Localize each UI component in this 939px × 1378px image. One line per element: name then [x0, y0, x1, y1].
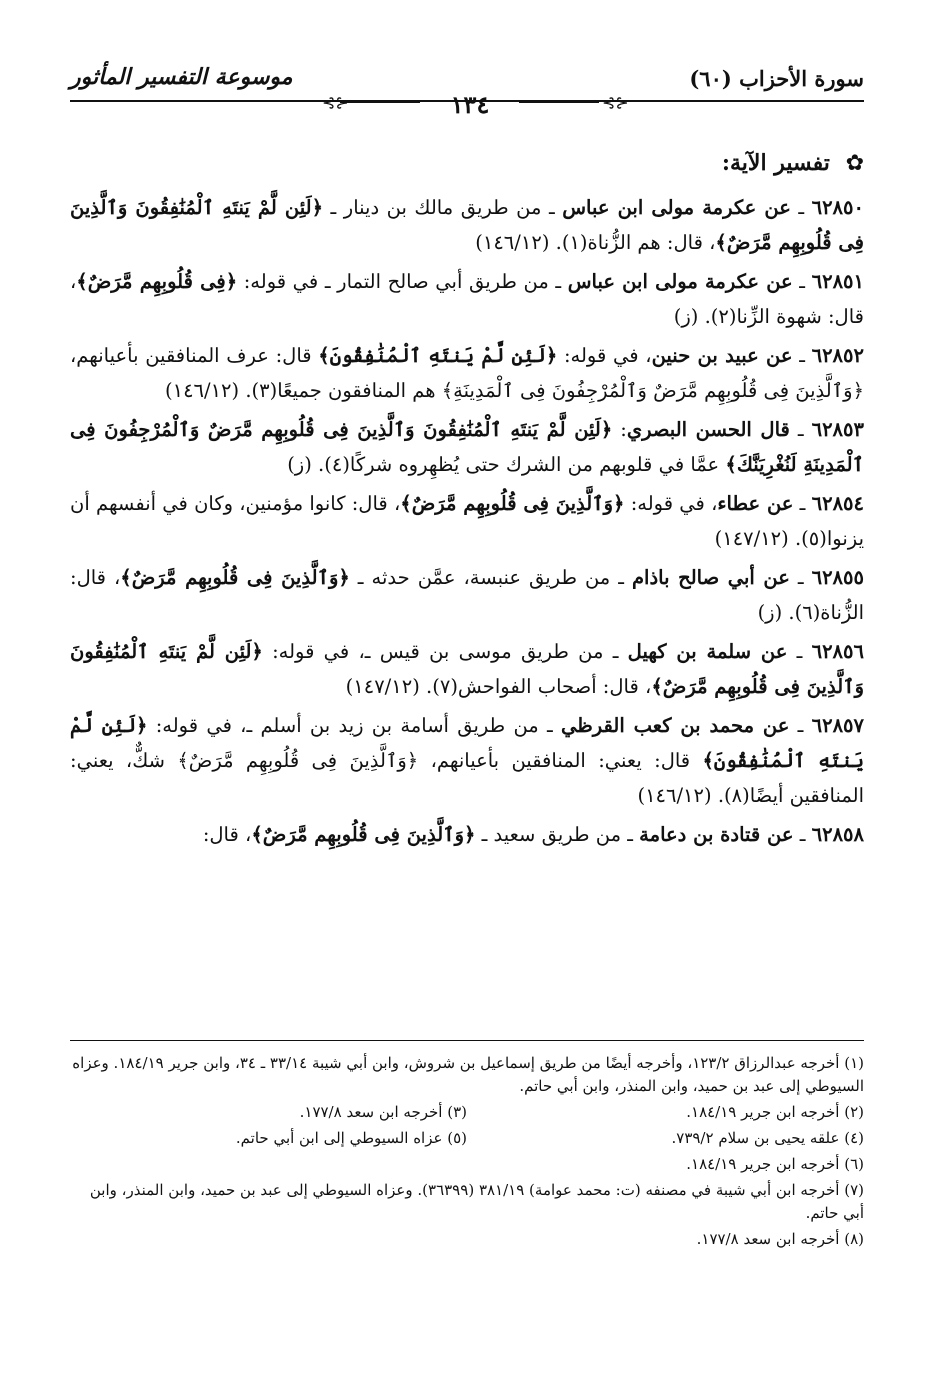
entry-sep: ـ: [793, 823, 812, 846]
entry-number: ٦٢٨٥٣: [811, 418, 864, 441]
footnote-3: (٣) أخرجه ابن سعد ١٧٧/٨.: [299, 1103, 467, 1121]
entry-text: ـ من طريق سعيد ـ: [475, 823, 640, 846]
quran-quote: ﴿وَٱلَّذِينَ فِى قُلُوبِهِم مَّرَضٌ﴾: [251, 823, 476, 846]
narrator-name: عن عطاء: [717, 492, 794, 515]
page-number: ١٣٤: [450, 90, 490, 119]
entry-number: ٦٢٨٥٨: [811, 823, 864, 846]
footnote-4: (٤) علقه يحيى بن سلام ٧٣٩/٢.: [671, 1129, 864, 1147]
entry-sep: ـ: [793, 492, 812, 515]
entry-sep: ـ: [792, 344, 812, 367]
entry-text: ـ من طريق عنبسة، عمَّن حدثه ـ: [349, 566, 632, 589]
entry-rest: ، قال: أصحاب الفواحش(٧). (١٤٧/١٢): [345, 675, 652, 698]
entry-62850: [70, 190, 864, 260]
footnote-2: (٢) أخرجه ابن جرير ١٨٤/١٩.: [686, 1103, 864, 1121]
entry-number: ٦٢٨٥٠: [811, 196, 864, 219]
entry-text: ـ من طريق مالك بن دينار ـ: [323, 196, 563, 219]
entry-sep: ـ: [792, 270, 812, 293]
entry-rest: عمَّا في قلوبهم من الشرك حتى يُظهِروه شركًا(٤). (ز): [287, 453, 726, 476]
book-title-header: موسوعة التفسير المأثور: [70, 64, 293, 90]
entry-rest: ، قال:: [202, 823, 252, 846]
entry-62852: [70, 338, 864, 408]
quran-quote: ﴿لَئِن لَّمْ يَنتَهِ ٱلْمُنَٰفِقُونَ وَٱلَّذِينَ فِى قُلُوبِهِم مَّرَضٌ﴾: [70, 640, 864, 698]
entry-62853: [70, 412, 864, 482]
entry-rest: ، قال: شهوة الزِّنا(٢). (ز): [70, 270, 864, 328]
quran-quote: ﴿لَئِن لَّمْ يَنتَهِ ٱلْمُنَٰفِقُونَ﴾: [318, 344, 558, 367]
footnote-7: (٧) أخرجه ابن أبي شيبة في مصنفه (ت: محمد عوامة) ٣٨١/١٩ (٣٦٣٩٩). وعزاه السيوطي إلى عبد بن حميد، وابن المنذر، وابن أبي حاتم.: [89, 1181, 864, 1222]
footnote-row: [70, 1127, 864, 1150]
narrator-name: عن محمد بن كعب القرظي: [561, 714, 790, 737]
entry-rest: ، قال: كانوا مؤمنين، وكان في أنفسهم أن يزنوا(٥). (١٤٧/١٢): [70, 492, 864, 550]
quran-quote: ﴿لَئِن لَّمْ يَنتَهِ ٱلْمُنَٰفِقُونَ وَٱلَّذِينَ فِى قُلُوبِهِم مَّرَضٌ وَٱلْمُرْجِفُونَ فِى ٱلْمَدِينَةِ لَنُغْرِيَنَّكَ﴾: [70, 418, 864, 476]
section-heading: [722, 150, 864, 176]
narrator-name: عن سلمة بن كهيل: [627, 640, 788, 663]
footnotes: [70, 1052, 864, 1254]
entry-text: :: [612, 418, 627, 441]
page-number-rule-left: [340, 102, 420, 103]
surah-header: سورة الأحزاب (٦٠): [689, 66, 864, 91]
entry-62854: [70, 486, 864, 556]
footnote-row: [70, 1101, 864, 1124]
quran-quote: ﴿وَٱلَّذِينَ فِى قُلُوبِهِم مَّرَضٌ﴾: [400, 492, 625, 515]
entry-sep: ـ: [790, 196, 812, 219]
narrator-name: عن عبيد بن حنين: [651, 344, 793, 367]
entry-text: ـ من طريق أبي صالح التمار ـ في قوله:: [237, 270, 568, 293]
narrator-name: قال الحسن البصري: [626, 418, 790, 441]
page-number-bar: [0, 90, 939, 119]
page-number-ornament-left: ⊰⊱: [322, 93, 349, 112]
quran-quote: ﴿لَئِن لَّمْ يَنتَهِ ٱلْمُنَٰفِقُونَ وَٱلَّذِينَ فِى قُلُوبِهِم مَّرَضٌ﴾: [70, 196, 864, 254]
entry-rest: ، قال: هم الزُّناة(١). (١٤٦/١٢): [475, 231, 716, 254]
narrator-name: عن عكرمة مولى ابن عباس: [567, 270, 793, 293]
quran-quote: ﴿فِى قُلُوبِهِم مَّرَضٌ﴾: [76, 270, 238, 293]
page-number-rule-right: [519, 102, 599, 103]
entry-number: ٦٢٨٥٤: [811, 492, 864, 515]
entry-rest: قال: عرف المنافقين بأعيانهم، ﴿وَٱلَّذِينَ فِى قُلُوبِهِم مَّرَضٌ وَٱلْمُرْجِفُونَ فِى ٱلْمَدِينَةِ﴾ هم المنافقون جميعًا(٣). (١٤٦/١٢): [70, 344, 864, 402]
footnote-1: (١) أخرجه عبدالرزاق ١٢٣/٢، وأخرجه أيضًا من طريق إسماعيل بن شروش، وابن أبي شيبة ٣٣/١٤ ـ ٣٤، وابن جرير ١٨٤/١٩. وعزاه السيوطي إلى عبد بن حميد، وابن المنذر، وابن أبي حاتم.: [72, 1054, 864, 1095]
entry-text: ـ من طريق أسامة بن زيد بن أسلم ـ، في قوله:: [147, 714, 562, 737]
quran-quote: ﴿وَٱلَّذِينَ فِى قُلُوبِهِم مَّرَضٌ﴾: [120, 566, 350, 589]
entry-text: ـ من طريق موسى بن قيس ـ، في قوله:: [262, 640, 628, 663]
entry-text: ، في قوله:: [557, 344, 652, 367]
narrator-name: عن أبي صالح باذام: [631, 566, 790, 589]
entry-sep: ـ: [789, 714, 812, 737]
footnote-rule: [70, 1040, 864, 1041]
entry-sep: ـ: [787, 640, 812, 663]
entry-number: ٦٢٨٥٧: [811, 714, 864, 737]
entry-62858: [70, 817, 864, 852]
quran-quote: ﴿لَئِن لَّمْ يَنتَهِ ٱلْمُنَٰفِقُونَ﴾: [70, 714, 864, 772]
entry-sep: ـ: [789, 566, 812, 589]
footnote-8: (٨) أخرجه ابن سعد ١٧٧/٨.: [696, 1230, 864, 1248]
narrator-name: عن عكرمة مولى ابن عباس: [562, 196, 791, 219]
entry-number: ٦٢٨٥١: [811, 270, 864, 293]
entry-62855: [70, 560, 864, 630]
entry-rest: قال: يعني: المنافقين بأعيانهم، ﴿وَٱلَّذِينَ فِى قُلُوبِهِم مَّرَضٌ﴾ شكٌّ، يعني: المنافقين أيضًا(٨). (١٤٦/١٢): [70, 749, 864, 807]
entry-rest: ، قال: الزُّناة(٦). (ز): [70, 566, 864, 624]
footnote-6: (٦) أخرجه ابن جرير ١٨٤/١٩.: [686, 1155, 864, 1173]
entry-number: ٦٢٨٥٢: [811, 344, 864, 367]
footnote-5: (٥) عزاه السيوطي إلى ابن أبي حاتم.: [235, 1129, 467, 1147]
entry-62851: [70, 264, 864, 334]
entry-62857: [70, 708, 864, 813]
entry-sep: ـ: [789, 418, 812, 441]
entry-62856: [70, 634, 864, 704]
entry-number: ٦٢٨٥٦: [811, 640, 864, 663]
commentary-body: [70, 190, 864, 856]
entry-text: ، في قوله:: [624, 492, 718, 515]
section-title: تفسير الآية:: [721, 150, 830, 176]
narrator-name: عن قتادة بن دعامة: [639, 823, 794, 846]
entry-number: ٦٢٨٥٥: [811, 566, 864, 589]
flower-icon: ✿: [845, 151, 864, 176]
page-number-ornament-right: ⊰⊱: [602, 93, 629, 112]
